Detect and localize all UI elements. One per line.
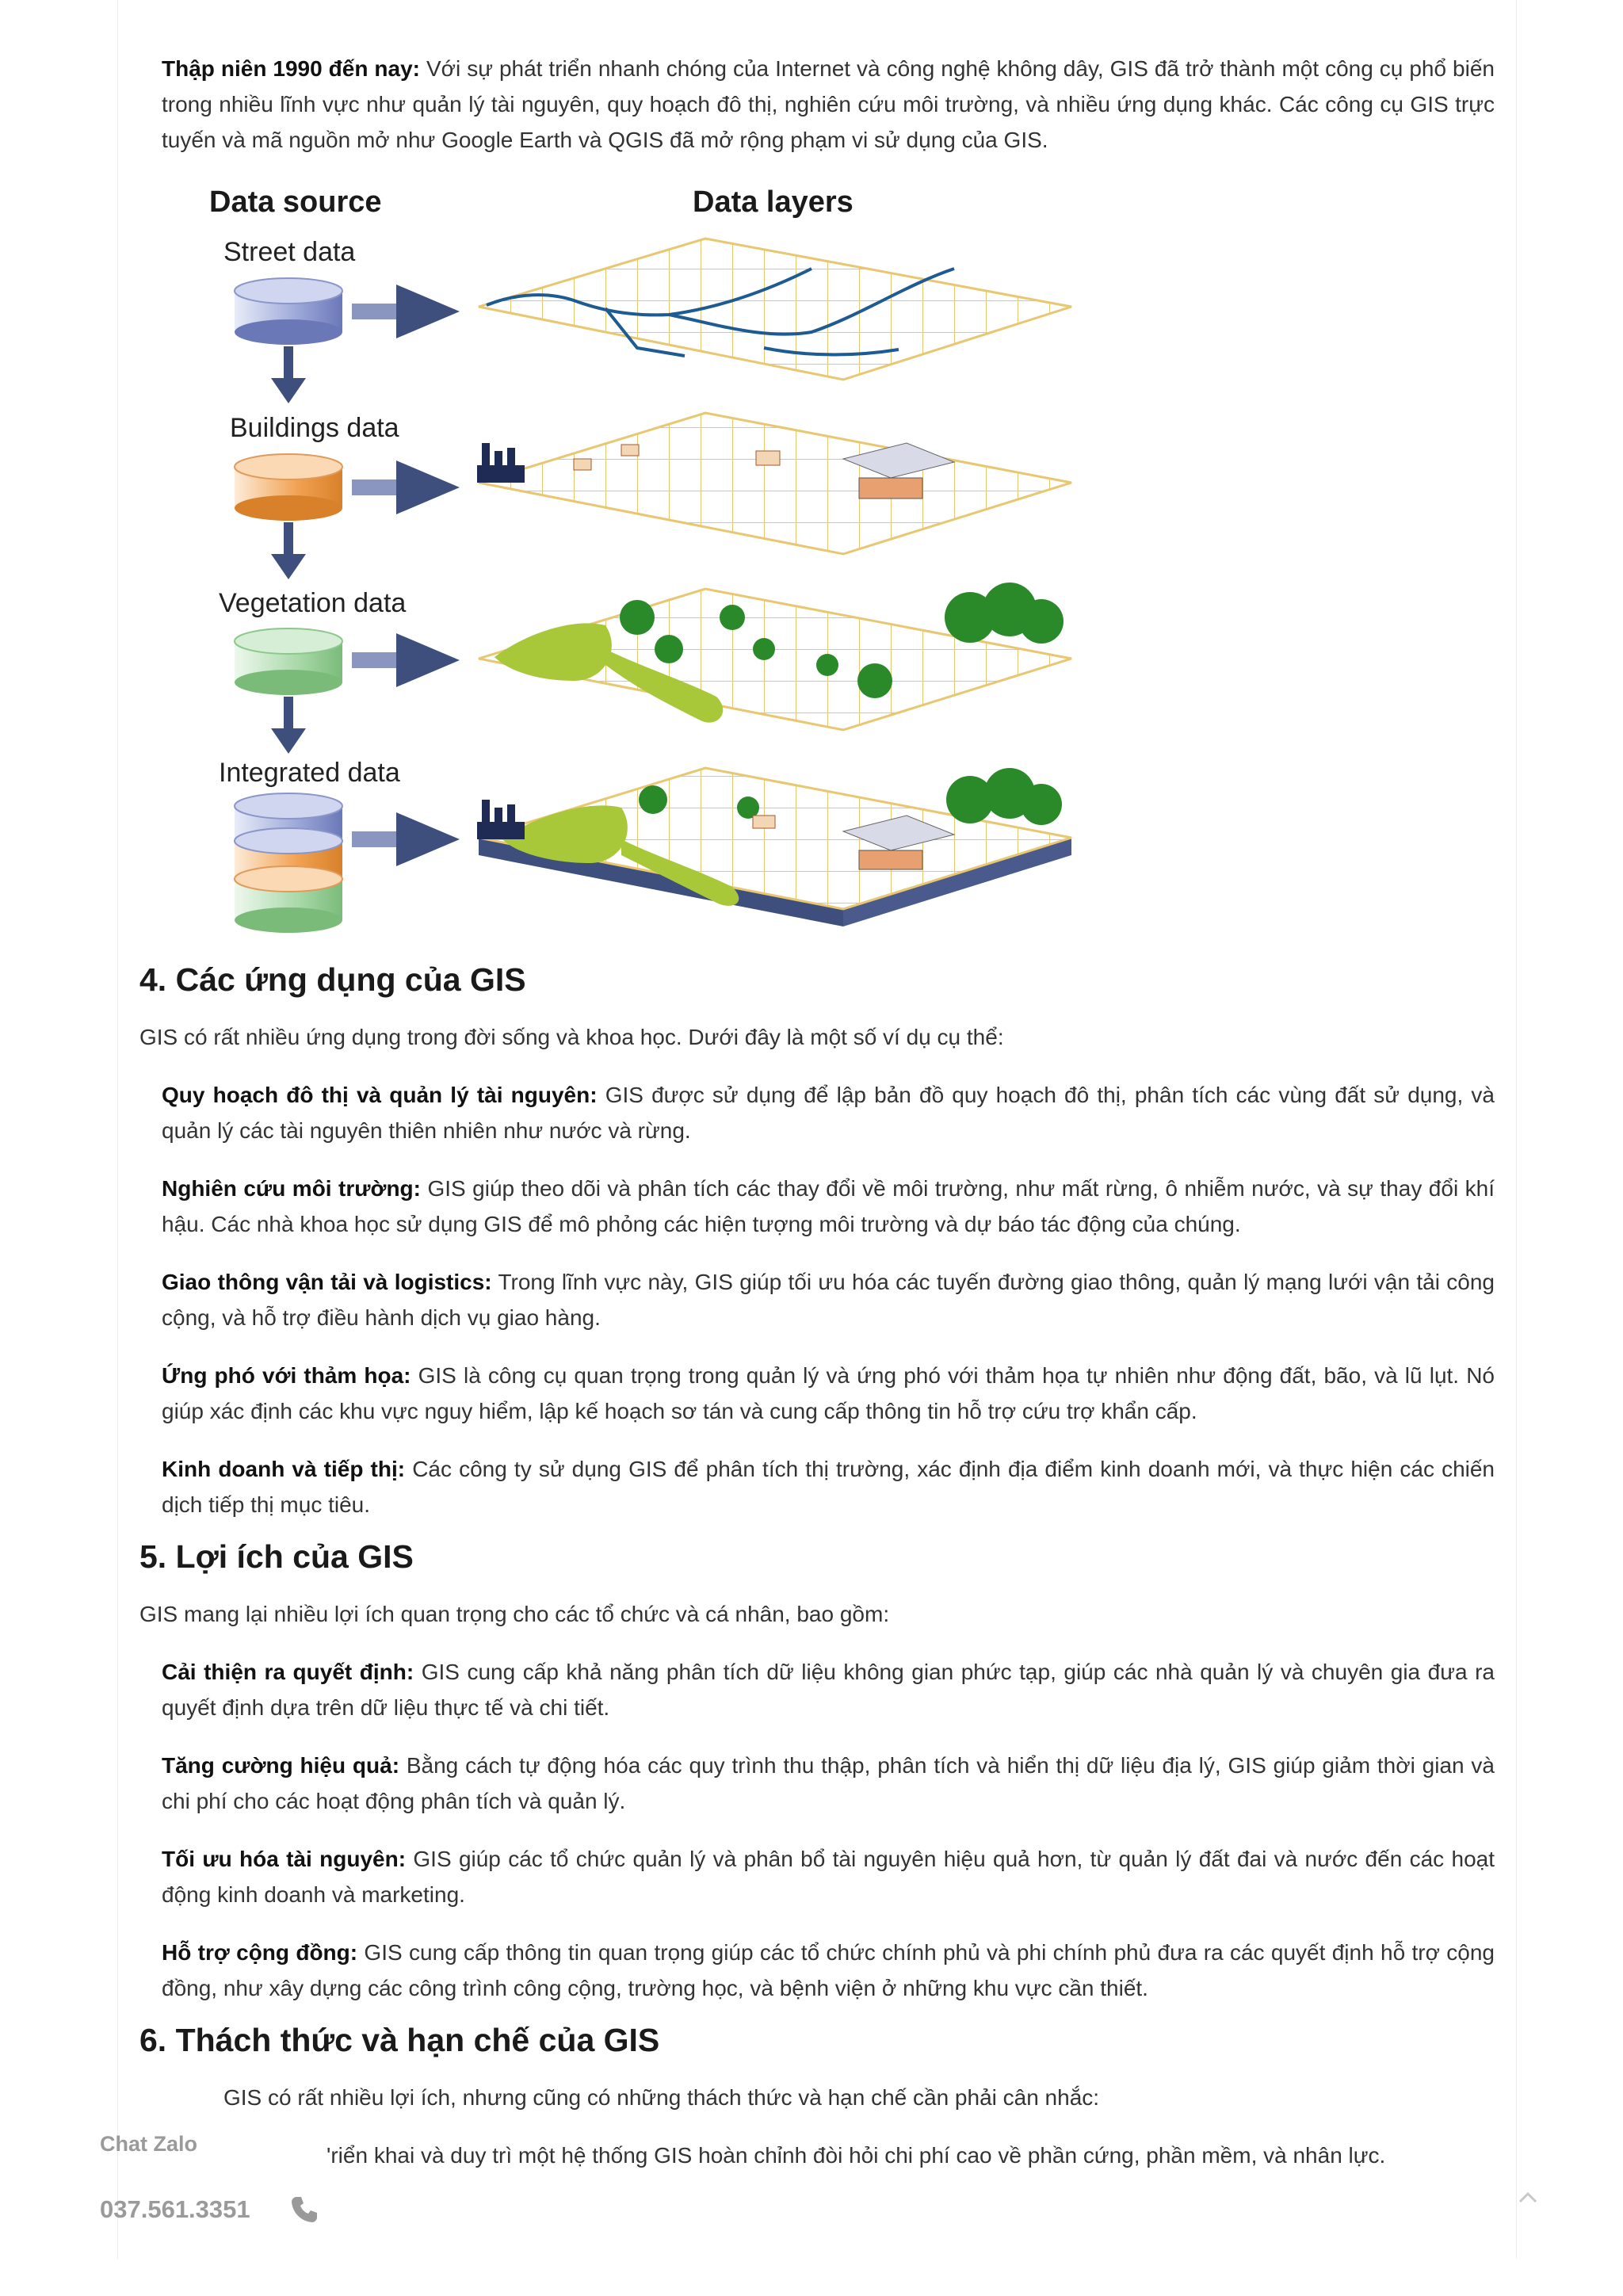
source-label-buildings: Buildings data	[230, 413, 399, 443]
item-label: Kinh doanh và tiếp thị:	[162, 1457, 406, 1481]
section-5-item-2	[162, 1748, 1495, 1819]
section-4-item-5	[162, 1451, 1495, 1522]
intro-text: Với sự phát triển nhanh chóng của Internet và công nghệ không dây, GIS đã trở thành một công cụ phổ biến trong nhiều lĩnh vực như quản lý tài nguyên, quy hoạch đô thị, nghiên cứu môi trường, và nhiều ứng dụng khác. Các công cụ GIS trực tuyến và mã nguồn mở như Google Earth và QGIS đã mở rộng phạm vi sử dụng của GIS.	[162, 56, 1495, 152]
section-4-intro: GIS có rất nhiều ứng dụng trong đời sống và khoa học. Dưới đây là một số ví dụ cụ thể:	[139, 1025, 1004, 1049]
layer-buildings	[477, 413, 1071, 554]
col-layers-heading: Data layers	[693, 185, 854, 219]
phone-number-link[interactable]: 037.561.3351	[100, 2195, 250, 2223]
col-source-heading: Data source	[209, 185, 382, 219]
item-text: GIS giúp theo dõi và phân tích các thay đổi về môi trường, như mất rừng, ô nhiễm nước, và sự thay đổi khí hậu. Các nhà khoa học sử dụng GIS để mô phỏng các hiện tượng môi trường và dự báo tác động của chúng.	[162, 1176, 1495, 1236]
database-icon-buildings	[235, 454, 342, 521]
section-4-heading: 4. Các ứng dụng của GIS	[139, 961, 526, 998]
phone-icon[interactable]	[288, 2194, 320, 2225]
intro-paragraph	[162, 51, 1495, 158]
intro-label: Thập niên 1990 đến nay:	[162, 56, 420, 81]
section-5-heading: 5. Lợi ích của GIS	[139, 1538, 414, 1575]
gis-layers-diagram	[162, 174, 1097, 950]
item-text: Trong lĩnh vực này, GIS giúp tối ưu hóa các tuyến đường giao thông, quản lý mạng lưới vận tải công cộng, và hỗ trợ điều hành dịch vụ giao hàng.	[162, 1270, 1495, 1330]
layer-integrated	[477, 768, 1071, 926]
item-label: Tăng cường hiệu quả:	[162, 1753, 400, 1778]
section-6-intro: GIS có rất nhiều lợi ích, nhưng cũng có những thách thức và hạn chế cần phải cân nhắc:	[223, 2085, 1100, 2110]
item-text: GIS cung cấp khả năng phân tích dữ liệu không gian phức tạp, giúp các nhà quản lý và chuyên gia đưa ra quyết định dựa trên dữ liệu thực tế và chi tiết.	[162, 1660, 1495, 1720]
section-6-heading: 6. Thách thức và hạn chế của GIS	[139, 2022, 660, 2058]
layer-vegetation	[479, 583, 1071, 730]
section-4-item-3	[162, 1264, 1495, 1335]
item-label: Cải thiện ra quyết định:	[162, 1660, 414, 1684]
item-label: Giao thông vận tải và logistics:	[162, 1270, 492, 1294]
database-icon-street	[235, 278, 342, 345]
item-text: GIS giúp các tổ chức quản lý và phân bổ tài nguyên hiệu quả hơn, từ quản lý đất đai và nước đến các hoạt động kinh doanh và marketing.	[162, 1847, 1495, 1907]
source-label-integrated: Integrated data	[219, 758, 400, 788]
database-icon-integrated	[235, 793, 342, 933]
scroll-to-top-chevron-icon[interactable]	[1514, 2186, 1542, 2210]
item-text: GIS là công cụ quan trọng trong quản lý và ứng phó với thảm họa tự nhiên như động đất, bão, và lũ lụt. Nó giúp xác định các khu vực nguy hiểm, lập kế hoạch sơ tán và cung cấp thông tin hỗ trợ cứu trợ khẩn cấp.	[162, 1363, 1495, 1423]
item-label: Ứng phó với thảm họa:	[162, 1363, 411, 1388]
item-text: Các công ty sử dụng GIS để phân tích thị trường, xác định địa điểm kinh doanh mới, và thực hiện các chiến dịch tiếp thị mục tiêu.	[162, 1457, 1495, 1517]
section-5-intro: GIS mang lại nhiều lợi ích quan trọng cho các tổ chức và cá nhân, bao gồm:	[139, 1602, 890, 1626]
section-5-item-4	[162, 1935, 1495, 2006]
database-icon-vegetation	[235, 628, 342, 695]
section-5-item-1	[162, 1654, 1495, 1725]
section-4-item-2	[162, 1171, 1495, 1242]
item-label: Nghiên cứu môi trường:	[162, 1176, 421, 1201]
chat-zalo-button[interactable]: Chat Zalo	[100, 2132, 198, 2156]
section-4-item-4	[162, 1358, 1495, 1429]
gis-data-layers-figure	[162, 174, 1097, 950]
source-label-vegetation: Vegetation data	[219, 588, 407, 618]
item-label: Hỗ trợ cộng đồng:	[162, 1940, 358, 1965]
source-label-street: Street data	[223, 237, 356, 267]
article-content	[139, 51, 1495, 2173]
section-4-item-1	[162, 1077, 1495, 1148]
item-text: Bằng cách tự động hóa các quy trình thu thập, phân tích và hiển thị dữ liệu địa lý, GIS giúp giảm thời gian và chi phí cho các hoạt động phân tích và quản lý.	[162, 1753, 1495, 1813]
item-label: Tối ưu hóa tài nguyên:	[162, 1847, 407, 1871]
item-text: GIS được sử dụng để lập bản đồ quy hoạch đô thị, phân tích các vùng đất sử dụng, và quản lý các tài nguyên thiên nhiên như nước và rừng.	[162, 1083, 1495, 1143]
section-6-item-1-partial: 'riển khai và duy trì một hệ thống GIS hoàn chỉnh đòi hỏi chi phí cao về phần cứng, phần mềm, và nhân lực.	[327, 2143, 1386, 2168]
layer-street	[479, 239, 1071, 380]
item-label: Quy hoạch đô thị và quản lý tài nguyên:	[162, 1083, 598, 1107]
section-5-item-3	[162, 1841, 1495, 1912]
item-text: GIS cung cấp thông tin quan trọng giúp các tổ chức chính phủ và phi chính phủ đưa ra các quyết định hỗ trợ cộng đồng, như xây dựng các công trình công cộng, trường học, và bệnh viện ở những khu vực cần thiết.	[162, 1940, 1495, 2000]
